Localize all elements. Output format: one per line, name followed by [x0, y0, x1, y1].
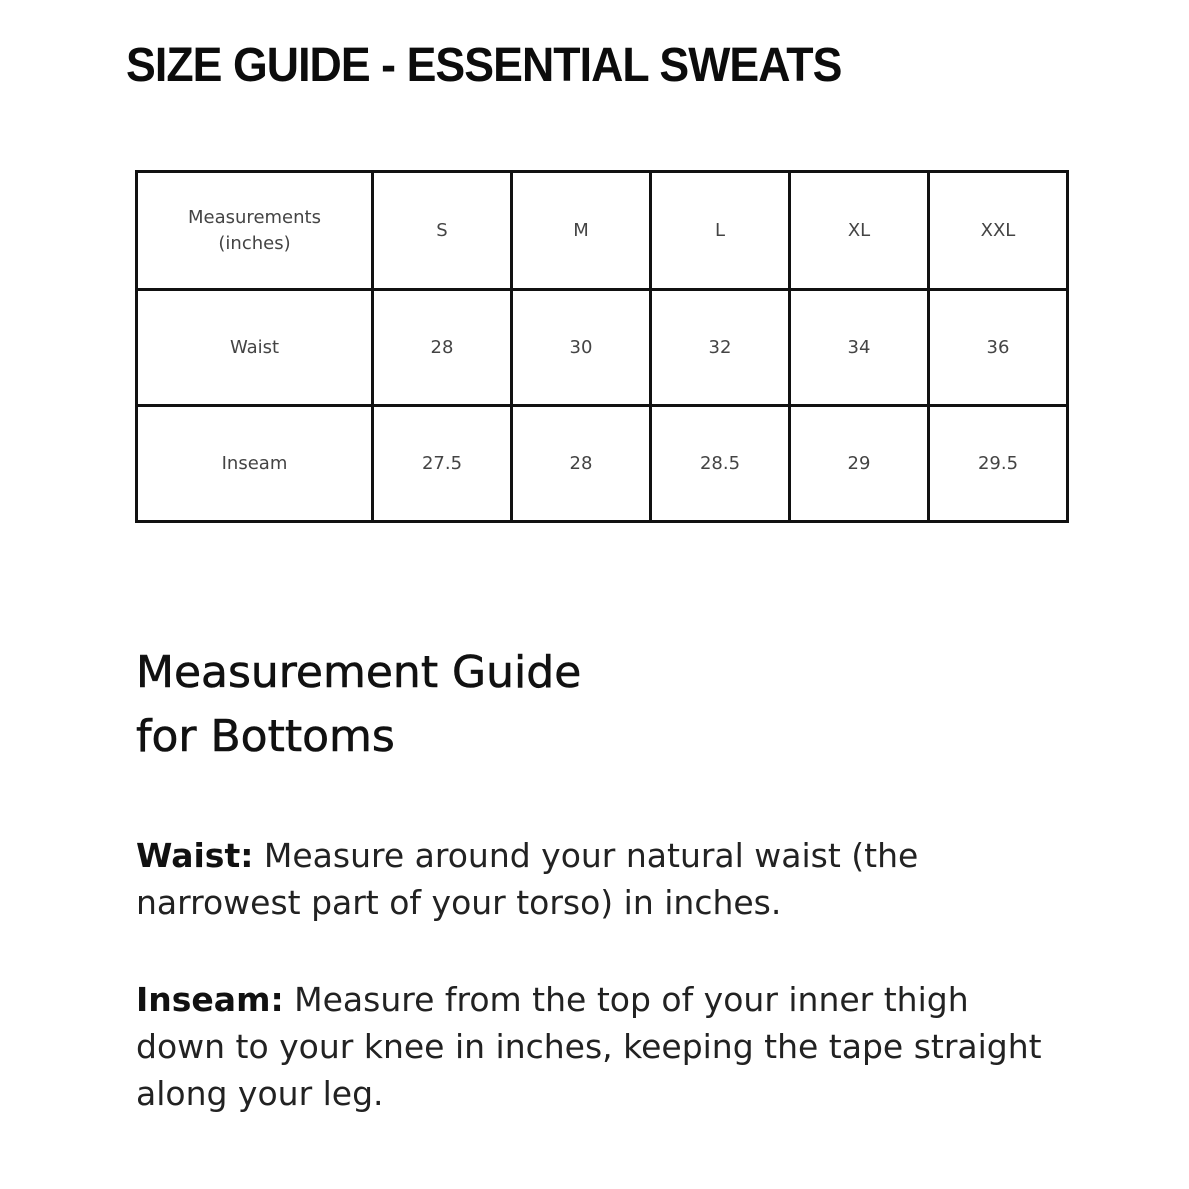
size-header-s: S: [373, 172, 512, 290]
waist-instruction-label: Waist:: [136, 836, 254, 875]
guide-title-line2: for Bottoms: [136, 711, 395, 762]
guide-title: [136, 641, 581, 769]
inseam-instruction-label: Inseam:: [136, 980, 284, 1019]
size-chart-table: [135, 170, 1069, 523]
measurements-label: Measurements: [188, 206, 321, 228]
size-header-xxl: XXL: [929, 172, 1068, 290]
inseam-instruction-text: Measure from the top of your inner thigh down to your knee in inches, keeping the tape straight along your leg.: [136, 980, 1042, 1113]
inseam-m-cell: 28: [512, 406, 651, 522]
inseam-instruction: [136, 976, 1066, 1117]
waist-instruction-text: Measure around your natural waist (the narrowest part of your torso) in inches.: [136, 836, 919, 922]
measurements-header-cell: [137, 172, 373, 290]
units-label: (inches): [218, 232, 291, 254]
waist-xl-cell: 34: [790, 290, 929, 406]
row-label-waist: Waist: [137, 290, 373, 406]
page-title: SIZE GUIDE - ESSENTIAL SWEATS: [126, 39, 842, 92]
waist-m-cell: 30: [512, 290, 651, 406]
guide-title-line1: Measurement Guide: [136, 647, 582, 698]
waist-xxl-cell: 36: [929, 290, 1068, 406]
inseam-xxl-cell: 29.5: [929, 406, 1068, 522]
table-header-row: [137, 172, 1068, 290]
size-header-xl: XL: [790, 172, 929, 290]
waist-l-cell: 32: [651, 290, 790, 406]
inseam-s-cell: 27.5: [373, 406, 512, 522]
waist-instruction: [136, 832, 1066, 926]
inseam-xl-cell: 29: [790, 406, 929, 522]
size-header-l: L: [651, 172, 790, 290]
table-row-waist: [137, 290, 1068, 406]
inseam-l-cell: 28.5: [651, 406, 790, 522]
size-header-m: M: [512, 172, 651, 290]
row-label-inseam: Inseam: [137, 406, 373, 522]
table-row-inseam: [137, 406, 1068, 522]
waist-s-cell: 28: [373, 290, 512, 406]
